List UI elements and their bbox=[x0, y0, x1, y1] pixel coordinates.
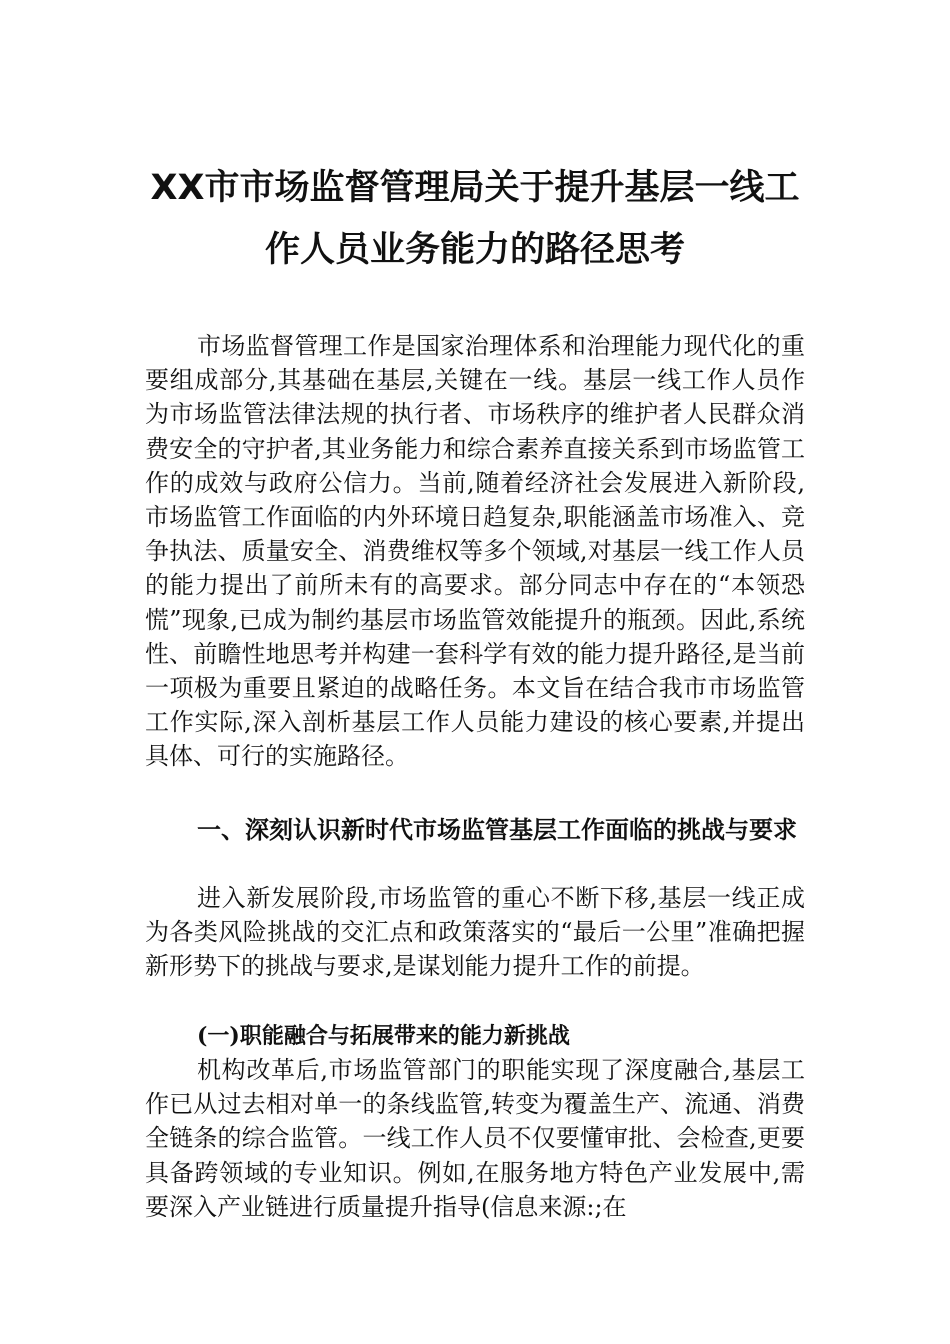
subsection-heading-1: (一)职能融合与拓展带来的能力新挑战 bbox=[197, 1023, 570, 1049]
document-title-line-2: 作人员业务能力的路径思考 bbox=[264, 230, 685, 270]
subsection-1-paragraph-block bbox=[145, 1053, 805, 1224]
intro-paragraph-block bbox=[145, 329, 805, 774]
intro-paragraph: 市场监督管理工作是国家治理体系和治理能力现代化的重要组成部分,其基础在基层,关键在一线。基层一线工作人员作为市场监管法律法规的执行者、市场秩序的维护者人民群众消费安全的守护者,其业务能力和综合素养直接关系到市场监管工作的成效与政府公信力。当前,随着经济社会发展进入新阶段,市场监管工作面临的内外环境日趋复杂,职能涵盖市场准入、竞争执法、质量安全、消费维权等多个领域,对基层一线工作人员的能力提出了前所未有的高要求。部分同志中存在的“本领恐慌”现象,已成为制约基层市场监管效能提升的瓶颈。因此,系统性、前瞻性地思考并构建一套科学有效的能力提升路径,是当前一项极为重要且紧迫的战略任务。本文旨在结合我市市场监管工作实际,深入剖析基层工作人员能力建设的核心要素,并提出具体、可行的实施路径。 bbox=[145, 332, 805, 771]
section-1-paragraph: 进入新发展阶段,市场监管的重心不断下移,基层一线正成为各类风险挑战的交汇点和政策落实的“最后一公里”准确把握新形势下的挑战与要求,是谋划能力提升工作的前提。 bbox=[145, 884, 805, 981]
subsection-1-paragraph: 机构改革后,市场监管部门的职能实现了深度融合,基层工作已从过去相对单一的条线监管,转变为覆盖生产、流通、消费全链条的综合监管。一线工作人员不仅要懂审批、会检查,更要具备跨领域的专业知识。例如,在服务地方特色产业发展中,需要深入产业链进行质量提升指导(信息来源:;在 bbox=[145, 1056, 805, 1221]
section-heading-1: 一、深刻认识新时代市场监管基层工作面临的挑战与要求 bbox=[197, 816, 797, 844]
section-1-paragraph-block bbox=[145, 881, 805, 984]
document-title-line-1: XX市市场监督管理局关于提升基层一线工 bbox=[150, 168, 800, 208]
